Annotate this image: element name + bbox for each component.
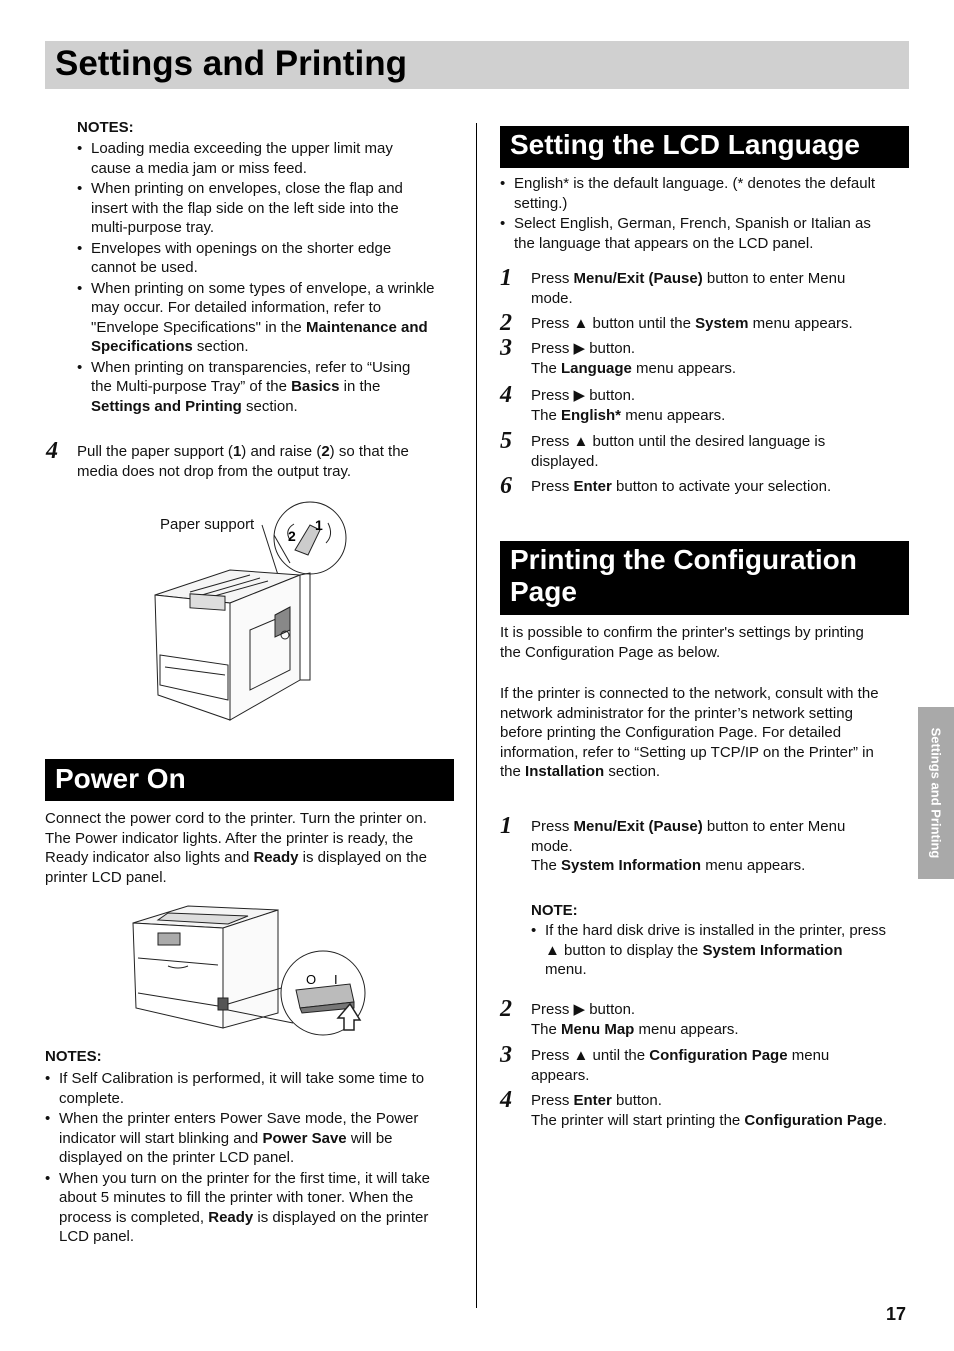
text: network administrator for the printer’s network setting: [500, 704, 853, 722]
bold-ref: Menu/Exit (Pause): [573, 270, 703, 287]
note-line: cause a media jam or miss feed.: [91, 159, 307, 177]
power-notes-list: [45, 1069, 465, 1248]
page-number: 17: [886, 1304, 907, 1324]
bold-ref: Installation: [525, 763, 605, 780]
note-line: Loading media exceeding the upper limit may: [91, 140, 393, 157]
text: The: [531, 406, 562, 424]
text: printer LCD panel.: [45, 868, 167, 886]
bold-ref: Enter: [573, 478, 612, 495]
text: menu appears.: [748, 315, 853, 332]
text: menu appears.: [631, 359, 737, 377]
step-text: [531, 269, 911, 308]
text: the Configuration Page as below.: [500, 643, 721, 661]
note-line: is displayed on the printer: [253, 1208, 429, 1226]
list-item: [500, 214, 910, 253]
note-line: When printing on transparencies, refer to “Using: [91, 358, 411, 376]
section-title-lcd-language: Setting the LCD Language: [500, 126, 909, 168]
text: is displayed on the: [298, 849, 427, 866]
text: The: [531, 359, 562, 377]
on-symbol: I: [334, 972, 338, 987]
list-item: [531, 921, 916, 980]
off-symbol: O: [306, 972, 317, 987]
note-line: When the printer enters Power Save mode, the Power: [59, 1110, 419, 1127]
text: Press ▲ button until the: [531, 315, 696, 332]
step-text: [531, 1000, 911, 1039]
list-item: [77, 179, 462, 238]
text: Press: [531, 1092, 574, 1109]
figure-label-paper-support: Paper support: [160, 516, 255, 533]
text: information, refer to “Setting up TCP/IP on the Printer” in: [500, 743, 874, 761]
text: button to activate your selection.: [611, 478, 832, 495]
config-network-note: [500, 684, 915, 782]
note-line: cannot be used.: [91, 259, 198, 276]
config-note-list: [531, 921, 916, 981]
note-line: section.: [192, 338, 249, 355]
text: button to enter Menu: [702, 818, 846, 835]
step-number: 6: [500, 473, 512, 499]
text: section.: [604, 763, 661, 780]
text: menu.: [545, 961, 587, 978]
text: If the hard disk drive is installed in the printer, press: [545, 922, 887, 939]
list-item: [45, 1109, 465, 1168]
bold-ref: Language: [561, 359, 632, 377]
text: Press ▲ until the: [531, 1047, 650, 1064]
bold-ref: Power Save: [262, 1129, 347, 1147]
list-item: [45, 1169, 465, 1247]
text: It is possible to confirm the printer's settings by printing: [500, 624, 864, 641]
note-line: "Envelope Specifications" in the: [91, 318, 306, 336]
step-text: [531, 339, 911, 378]
step-text: [531, 1091, 921, 1130]
note-line: complete.: [59, 1089, 125, 1107]
note-line: process is completed,: [59, 1208, 209, 1226]
note-line: If Self Calibration is performed, it will take some time to: [59, 1070, 425, 1087]
text: mode.: [531, 837, 573, 855]
step-text: [531, 386, 911, 425]
text: .: [882, 1111, 887, 1129]
text: Press: [531, 818, 574, 835]
step-number: 3: [500, 335, 512, 361]
callout-ref: 1: [232, 443, 242, 460]
text: menu: [787, 1047, 830, 1064]
step-number: 3: [500, 1042, 512, 1068]
text: the: [500, 763, 526, 780]
bold-ref: Ready: [208, 1208, 254, 1226]
callout-1: 1: [315, 517, 323, 533]
text: menu appears.: [621, 406, 726, 424]
column-divider: [476, 123, 477, 1308]
lcd-bullets: [500, 174, 910, 254]
note-line: When you turn on the printer for the first time, it will take: [59, 1169, 430, 1187]
bold-ref: Configuration Page: [744, 1111, 883, 1129]
step-number: 5: [500, 428, 512, 454]
bold-ref: Basics: [291, 378, 340, 395]
step-number: 4: [500, 1087, 512, 1113]
text: menu appears.: [701, 857, 806, 874]
bold-ref: System: [695, 315, 749, 332]
text: Press ▶ button.: [531, 340, 636, 357]
notes-label: NOTES:: [45, 1048, 102, 1065]
note-label: NOTE:: [531, 902, 578, 919]
title-line: Printing the Configuration: [510, 544, 857, 575]
list-item: [77, 139, 462, 178]
step-text: [531, 477, 911, 497]
config-intro: [500, 623, 915, 662]
step-number: 4: [46, 438, 58, 464]
bold-ref: System Information: [702, 941, 843, 959]
side-tab-label: Settings and Printing: [928, 727, 944, 859]
note-line: will be: [346, 1129, 393, 1147]
step-number: 1: [500, 265, 512, 291]
power-on-paragraph: [45, 809, 465, 887]
section-title-config-page: [500, 541, 909, 615]
printer-power-switch-illustration: [128, 898, 370, 1040]
text: The printer will start printing the: [531, 1111, 745, 1129]
text: Press ▶ button.: [531, 1001, 636, 1018]
note-line: LCD panel.: [59, 1228, 135, 1245]
text: Press ▶ button.: [531, 387, 636, 404]
bold-ref: Specifications: [91, 338, 193, 355]
note-line: When printing on envelopes, close the flap and: [91, 180, 403, 197]
bold-ref: Enter: [573, 1092, 612, 1109]
title-line: Page: [510, 576, 577, 607]
text: media does not drop from the output tray.: [77, 462, 352, 480]
step-number: 1: [500, 813, 512, 839]
text: ) so that the: [329, 443, 409, 460]
notes-label: NOTES:: [77, 119, 134, 136]
bold-ref: Configuration Page: [649, 1047, 788, 1064]
text: Press ▲ button until the desired language is: [531, 433, 826, 450]
step-text: [531, 432, 911, 471]
bold-ref: Maintenance and: [305, 318, 428, 336]
callout-2: 2: [288, 528, 296, 544]
bold-ref: Menu Map: [561, 1020, 635, 1038]
text: appears.: [531, 1066, 590, 1084]
notes-list: [77, 139, 462, 417]
text: Select English, German, French, Spanish or Italian as: [514, 215, 871, 232]
step-text: [531, 1046, 911, 1085]
text: Press: [531, 270, 574, 287]
note-line: Envelopes with openings on the shorter edge: [91, 239, 392, 257]
bold-ref: System Information: [561, 857, 702, 874]
list-item: [45, 1069, 465, 1108]
step-number: 2: [500, 310, 512, 336]
bold-ref: Menu/Exit (Pause): [573, 818, 703, 835]
bold-ref: Ready: [253, 849, 299, 866]
text: mode.: [531, 289, 573, 307]
note-line: section.: [241, 397, 298, 415]
text: Pull the paper support (: [77, 443, 233, 460]
note-line: multi-purpose tray.: [91, 219, 215, 236]
note-line: the Multi-purpose Tray” of the: [91, 378, 292, 395]
note-line: in the: [339, 378, 381, 395]
bold-ref: English*: [561, 406, 622, 424]
note-line: displayed on the printer LCD panel.: [59, 1149, 295, 1166]
text: The: [531, 857, 562, 874]
text: Ready indicator also lights and: [45, 849, 254, 866]
text: ▲ button to display the: [545, 941, 703, 959]
bold-ref: Settings and Printing: [91, 397, 242, 415]
step-number: 4: [500, 382, 512, 408]
text: ) and raise (: [241, 443, 322, 460]
list-item: [77, 239, 462, 278]
step-text: [531, 314, 911, 334]
note-line: may occur. For detailed information, refer to: [91, 299, 382, 316]
note-line: indicator will start blinking and: [59, 1129, 263, 1147]
side-tab-section: [918, 707, 954, 879]
text: the language that appears on the LCD panel.: [514, 234, 814, 252]
step-text: [77, 442, 477, 481]
step-text: [531, 817, 911, 876]
printer-paper-support-illustration: [150, 495, 360, 725]
note-line: insert with the flap side on the left side into the: [91, 199, 399, 217]
list-item: [77, 358, 462, 417]
page-title: Settings and Printing: [45, 41, 909, 89]
text: displayed.: [531, 452, 599, 470]
note-line: When printing on some types of envelope, a wrinkle: [91, 279, 435, 297]
text: before printing the Configuration Page. For detailed: [500, 724, 842, 741]
text: setting.): [514, 194, 568, 212]
text: The: [531, 1020, 562, 1038]
list-item: [500, 174, 910, 213]
text: Press: [531, 478, 574, 495]
step-number: 2: [500, 996, 512, 1022]
list-item: [77, 279, 462, 357]
text: English* is the default language. (* denotes the default: [514, 175, 876, 192]
section-title-power-on: Power On: [45, 759, 454, 801]
text: button to enter Menu: [702, 270, 846, 287]
text: Connect the power cord to the printer. Turn the printer on.: [45, 810, 427, 827]
note-line: about 5 minutes to fill the printer with toner. When the: [59, 1189, 414, 1206]
text: button.: [611, 1092, 662, 1109]
text: If the printer is connected to the network, consult with the: [500, 685, 879, 702]
text: The Power indicator lights. After the printer is ready, the: [45, 829, 414, 847]
text: menu appears.: [634, 1020, 739, 1038]
callout-ref: 2: [321, 443, 330, 460]
